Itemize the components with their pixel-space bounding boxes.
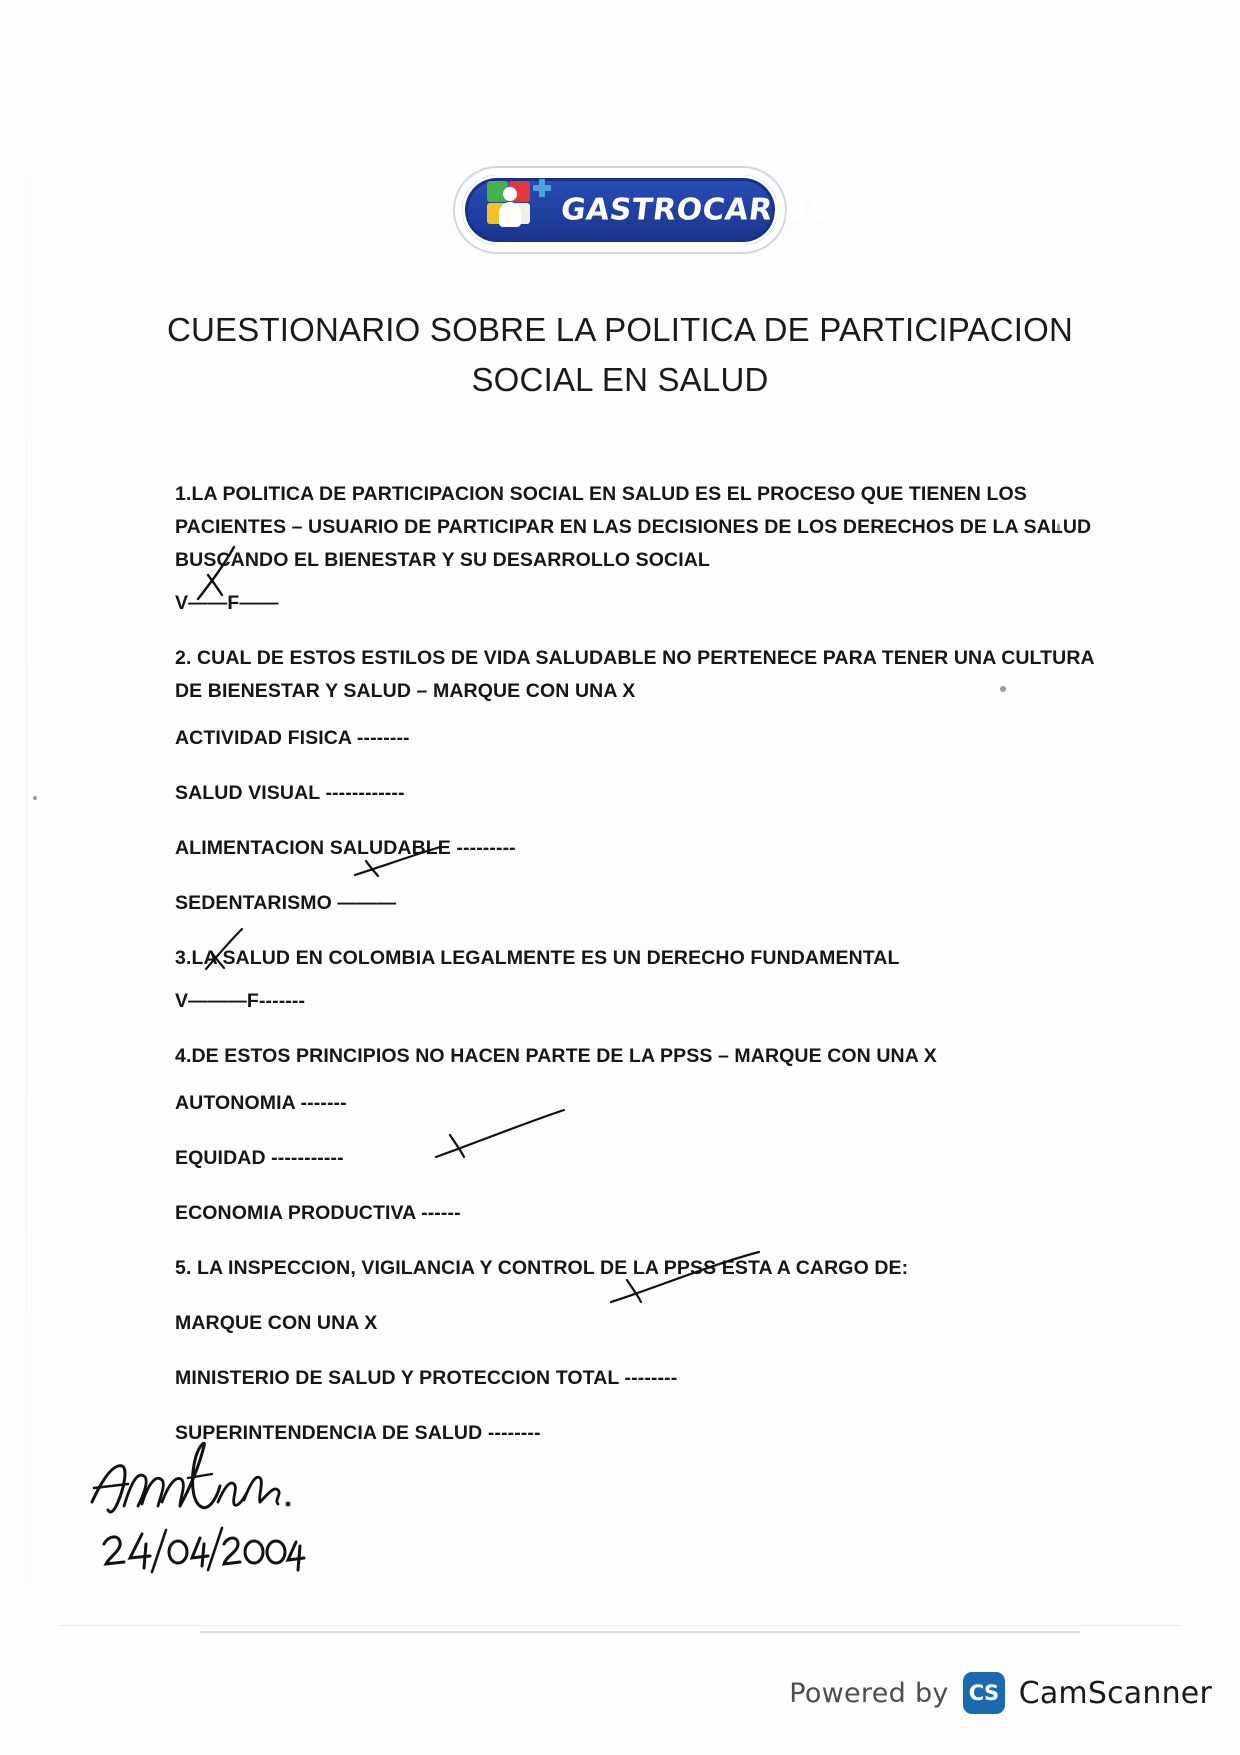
logo-wordmark: GASTROCARIBE (558, 192, 831, 228)
signature-block (88, 1440, 348, 1580)
question-2-option-3[interactable]: ALIMENTACION SALUDABLE --------- (175, 837, 516, 859)
question-1-true-label[interactable]: V (175, 592, 189, 614)
questionnaire-body (175, 478, 1100, 1472)
question-1-false-label[interactable]: F (227, 592, 240, 614)
gastrocaribe-logo (455, 168, 831, 252)
camscanner-logo-icon: CS (963, 1672, 1005, 1714)
scan-speck (33, 796, 37, 800)
signature-strokes (88, 1440, 348, 1580)
question-3-true-rule: ——— (188, 990, 247, 1012)
question-5-option-2[interactable]: SUPERINTENDENCIA DE SALUD -------- (175, 1422, 541, 1444)
question-3-false-rule: ------- (258, 990, 306, 1012)
page-edge-shadow (26, 0, 27, 1755)
question-2-text: 2. CUAL DE ESTOS ESTILOS DE VIDA SALUDABLE NO PERTENECE PARA TENER UNA CULTURA DE BIENESTAR Y SALUD – MARQUE CON UNA X (175, 647, 1094, 702)
question-1-true-rule: —— (188, 592, 228, 614)
question-5-instruction: MARQUE CON UNA X (175, 1312, 378, 1334)
question-2-option-4[interactable]: SEDENTARISMO ——— (175, 892, 397, 914)
question-2-option-2[interactable]: SALUD VISUAL ------------ (175, 782, 405, 804)
camscanner-watermark (789, 1672, 1212, 1714)
question-3-answer-row (175, 985, 1100, 1018)
medical-cross-icon (533, 179, 551, 197)
logo-symbol-icon (487, 181, 549, 239)
camscanner-app-name: CamScanner (1018, 1675, 1212, 1711)
page-bottom-line (60, 1625, 1180, 1626)
question-4-option-3[interactable]: ECONOMIA PRODUCTIVA ------ (175, 1202, 461, 1224)
question-5-text: 5. LA INSPECCION, VIGILANCIA Y CONTROL DE LA PPSS ESTA A CARGO DE: (175, 1257, 909, 1279)
question-3-true-label[interactable]: V (175, 990, 189, 1012)
question-3-text: 3.LA SALUD EN COLOMBIA LEGALMENTE ES UN DERECHO FUNDAMENTAL (175, 947, 900, 969)
question-3-false-label[interactable]: F (246, 990, 259, 1012)
page-title (120, 305, 1120, 405)
question-1-answer-row (175, 587, 1100, 620)
page-title-line-1: CUESTIONARIO SOBRE LA POLITICA DE PARTICIPACION (166, 311, 1074, 348)
question-4-option-2[interactable]: EQUIDAD ----------- (175, 1147, 344, 1169)
page-title-line-2: SOCIAL EN SALUD (471, 361, 769, 398)
page-bottom-line-2 (200, 1631, 1080, 1633)
question-5-option-1[interactable]: MINISTERIO DE SALUD Y PROTECCION TOTAL -------- (175, 1367, 678, 1389)
question-4-text: 4.DE ESTOS PRINCIPIOS NO HACEN PARTE DE LA PPSS – MARQUE CON UNA X (175, 1045, 937, 1067)
question-1-text: 1.LA POLITICA DE PARTICIPACION SOCIAL EN SALUD ES EL PROCESO QUE TIENEN LOS PACIENTES – USUARIO DE PARTICIPAR EN LAS DECISIONES DE LOS DERECHOS DE LA SALUD BUSCANDO EL BIENESTAR Y SU DESARROLLO SOCIAL (175, 483, 1092, 571)
question-2-option-1[interactable]: ACTIVIDAD FISICA -------- (175, 727, 410, 749)
powered-by-label: Powered by (789, 1677, 949, 1709)
question-4-option-1[interactable]: AUTONOMIA ------- (175, 1092, 347, 1114)
question-1-false-rule: —— (239, 592, 279, 614)
